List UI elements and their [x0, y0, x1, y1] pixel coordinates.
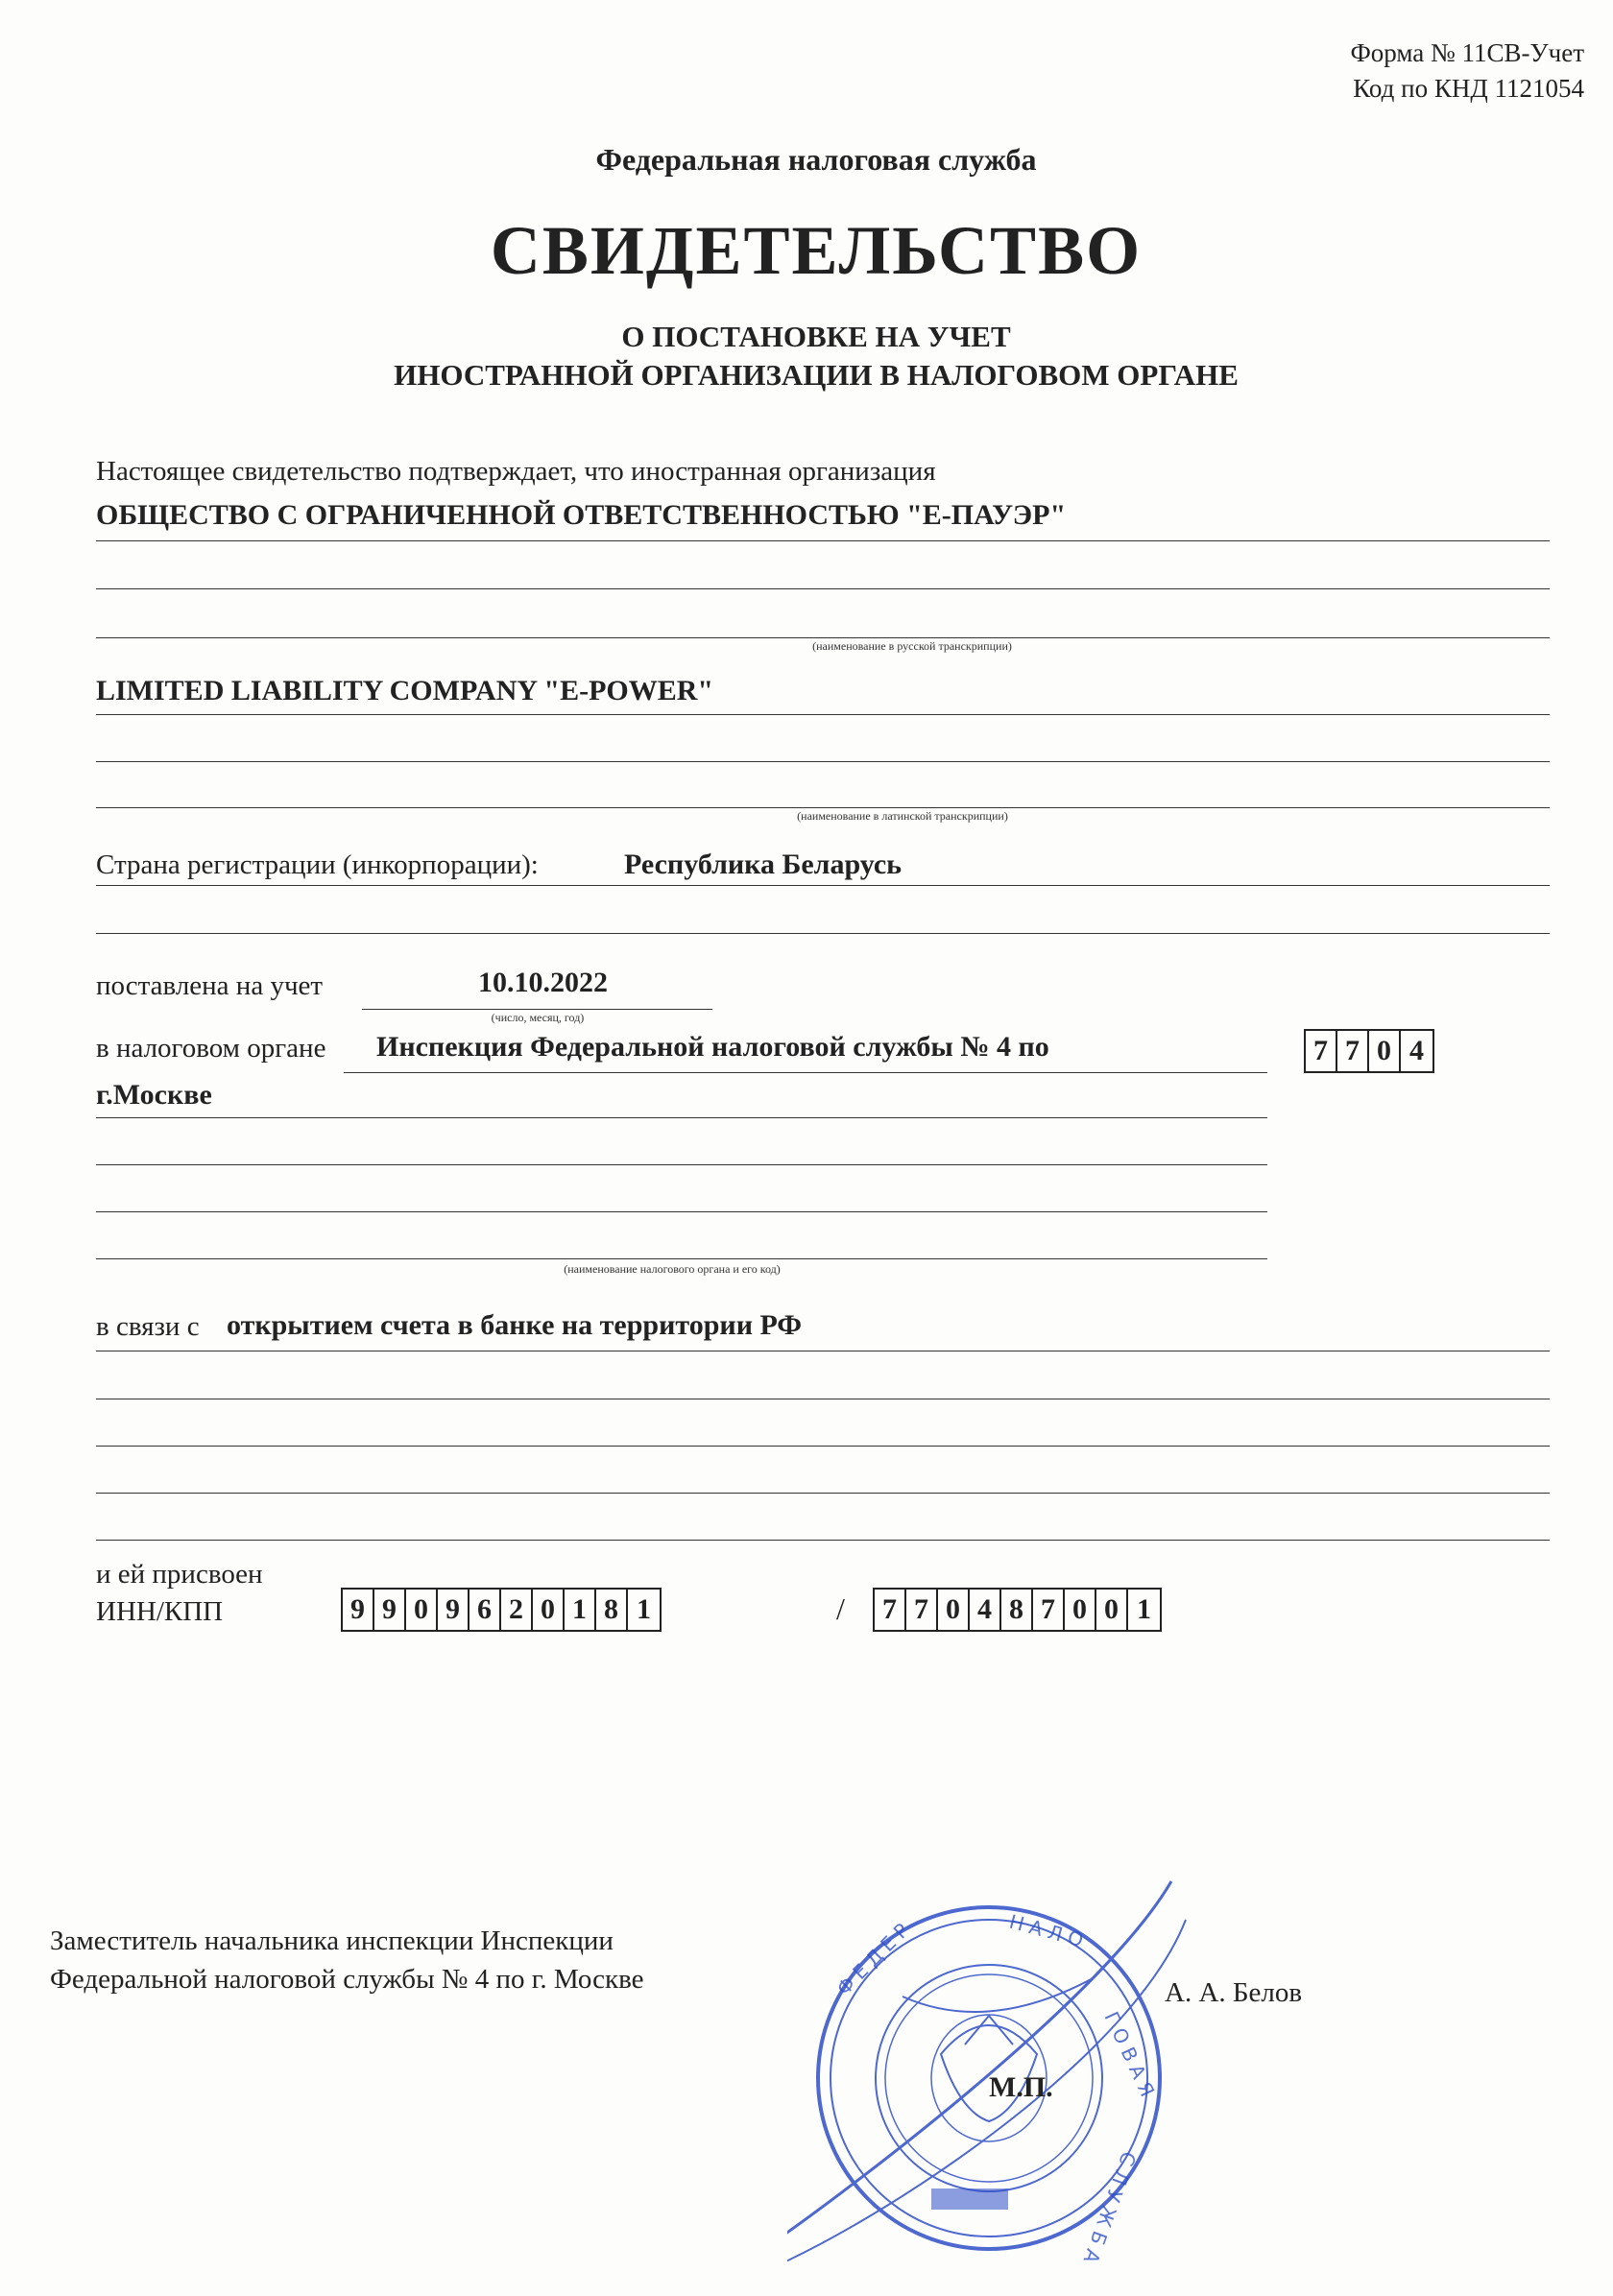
inn-digit: 9 [343, 1590, 374, 1630]
signer-position-1: Заместитель начальника инспекции Инспекции [50, 1925, 614, 1956]
inn-digit: 1 [565, 1590, 596, 1630]
inn-digit: 2 [501, 1590, 533, 1630]
stamp-label: М.П. [989, 2071, 1053, 2103]
divider [96, 761, 1550, 762]
divider [96, 1540, 1550, 1541]
divider [96, 588, 1550, 589]
inn-kpp-label-2: ИНН/КПП [96, 1596, 224, 1627]
divider [96, 1446, 1550, 1447]
divider [344, 1072, 1267, 1073]
kpp-boxes [873, 1588, 1162, 1632]
date-hint: (число, месяц, год) [491, 1011, 585, 1024]
divider [96, 1211, 1267, 1212]
tax-authority-label: в налоговом органе [96, 1033, 326, 1064]
tax-authority-name-1: Инспекция Федеральной налоговой службы № 4 по [376, 1031, 1049, 1063]
divider [96, 540, 1550, 541]
divider [96, 885, 1550, 886]
kpp-digit: 7 [875, 1590, 906, 1630]
kpp-digit: 0 [938, 1590, 970, 1630]
inn-digit: 6 [469, 1590, 501, 1630]
divider [96, 1258, 1267, 1259]
inn-digit: 9 [438, 1590, 469, 1630]
inn-digit: 9 [374, 1590, 406, 1630]
org-name-lat: LIMITED LIABILITY COMPANY "E-POWER" [96, 675, 714, 706]
lat-name-hint: (наименование в латинской транскрипции) [797, 809, 1008, 823]
document-subtitle-1: О ПОСТАНОВКЕ НА УЧЕТ [621, 320, 1011, 353]
inn-digit: 0 [533, 1590, 565, 1630]
svg-text:Н А Л О: Н А Л О [1006, 1909, 1086, 1952]
knd-code: Код по КНД 1121054 [1353, 74, 1584, 103]
svg-text:Г О В А Я: Г О В А Я [1099, 2007, 1160, 2100]
divider [96, 1164, 1267, 1165]
kpp-digit: 1 [1137, 1593, 1151, 1625]
reason-value: открытием счета в банке на территории РФ [227, 1309, 803, 1341]
kpp-digit: 8 [1001, 1590, 1033, 1630]
signer-position-2: Федеральной налоговой службы № 4 по г. Москве [50, 1964, 644, 1995]
divider [96, 1117, 1267, 1118]
kpp-digit: 4 [970, 1590, 1001, 1630]
kpp-digit: 0 [1065, 1590, 1096, 1630]
code-digit: 7 [1306, 1031, 1337, 1071]
code-digit: 7 [1337, 1031, 1369, 1071]
inn-kpp-separator: / [836, 1591, 845, 1626]
kpp-digit: 0 [1096, 1590, 1128, 1630]
agency-name: Федеральная налоговая служба [595, 142, 1037, 177]
inn-digit: 1 [637, 1593, 651, 1625]
inn-digit: 8 [596, 1590, 628, 1630]
divider [96, 637, 1550, 638]
inn-boxes [341, 1588, 662, 1632]
signer-name: А. А. Белов [1165, 1977, 1303, 2008]
inn-kpp-label-1: и ей присвоен [96, 1559, 263, 1590]
country-value: Республика Беларусь [624, 849, 903, 880]
country-label: Страна регистрации (инкорпорации): [96, 849, 539, 880]
divider [96, 807, 1550, 808]
divider [362, 1009, 712, 1010]
registration-label: поставлена на учет [96, 970, 324, 1001]
ru-name-hint: (наименование в русской транскрипции) [812, 639, 1012, 653]
intro-text: Настоящее свидетельство подтверждает, что иностранная организация [96, 456, 936, 487]
document-subtitle-2: ИНОСТРАННОЙ ОРГАНИЗАЦИИ В НАЛОГОВОМ ОРГАНЕ [394, 358, 1239, 392]
reason-label: в связи с [96, 1311, 200, 1342]
tax-authority-code [1304, 1029, 1434, 1073]
divider [96, 933, 1550, 934]
code-digit: 4 [1409, 1035, 1424, 1066]
tax-authority-hint: (наименование налогового органа и его код) [564, 1262, 781, 1276]
kpp-digit: 7 [906, 1590, 938, 1630]
code-digit: 0 [1369, 1031, 1401, 1071]
svg-text:Ф Е Д Е Р: Ф Е Д Е Р [831, 1918, 914, 2000]
divider [96, 714, 1550, 715]
svg-text:С Л У Ж Б А: С Л У Ж Б А [1078, 2148, 1141, 2267]
document-title: СВИДЕТЕЛЬСТВО [490, 212, 1143, 289]
org-name-ru: ОБЩЕСТВО С ОГРАНИЧЕННОЙ ОТВЕТСТВЕННОСТЬЮ "Е-ПАУЭР" [96, 499, 1067, 531]
form-number: Форма № 11СВ-Учет [1350, 38, 1584, 67]
kpp-digit: 7 [1033, 1590, 1065, 1630]
inn-digit: 0 [406, 1590, 438, 1630]
registration-date: 10.10.2022 [478, 967, 608, 998]
tax-authority-name-2: г.Москве [96, 1079, 212, 1111]
divider [96, 1493, 1550, 1494]
